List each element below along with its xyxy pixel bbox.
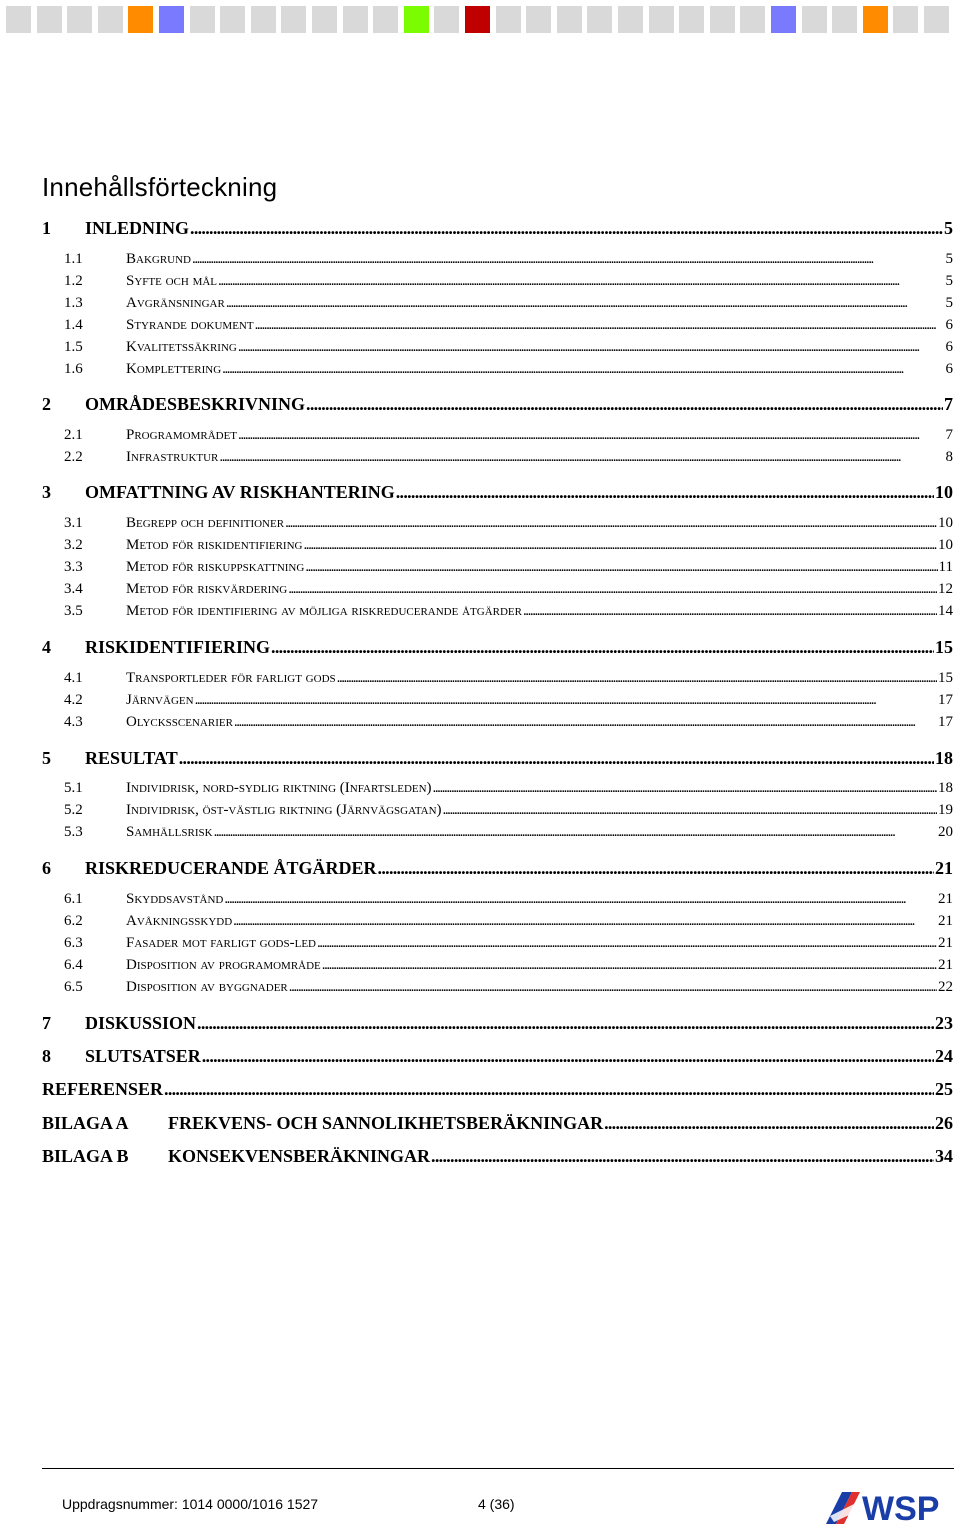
toc-dot-leader [255,317,945,334]
toc-dot-leader [378,858,934,879]
toc-entry-number: 1.6 [64,361,126,378]
toc-entry-page: 19 [938,802,953,818]
toc-entry-title: Metod för riskvärdering [126,581,288,597]
toc-entry-page: 10 [935,482,953,502]
toc-entry-number: 3 [42,482,85,503]
toc-entry[interactable] [42,692,953,709]
toc-entry-number: 6.2 [64,913,126,930]
toc-entry[interactable] [42,295,953,312]
toc-entry-page: 21 [938,891,953,907]
toc-entry-title: OMRÅDESBESKRIVNING [85,394,306,414]
toc-entry[interactable] [42,251,953,268]
toc-dot-leader [433,780,937,797]
toc-entry[interactable] [42,273,953,290]
toc-dot-leader [317,935,937,952]
strip-square [312,6,337,33]
toc-entry-number: 6.4 [64,957,126,974]
toc-entry-page: 18 [938,780,953,796]
toc-entry-title: Metod för riskuppskattning [126,559,305,575]
toc-entry[interactable] [42,670,953,687]
toc-entry[interactable] [42,394,953,415]
toc-entry-number: 6.5 [64,979,126,996]
toc-entry[interactable] [42,748,953,769]
toc-entry-page: 25 [935,1079,953,1099]
toc-title: Innehållsförteckning [42,172,278,202]
toc-dot-leader [218,273,944,290]
strip-square [893,6,918,33]
toc-entry[interactable] [42,218,953,239]
toc-dot-leader [306,394,943,415]
toc-entry-title: RISKIDENTIFIERING [85,637,271,657]
toc-entry-page: 18 [935,748,953,768]
strip-square [649,6,674,33]
strip-square [434,6,459,33]
strip-square [740,6,765,33]
strip-square [587,6,612,33]
toc-dot-leader [192,251,944,268]
toc-dot-leader [305,559,937,576]
toc-entry-page: 7 [945,427,953,443]
toc-dot-leader [219,449,944,466]
toc-entry-number: 1 [42,218,85,239]
footer-divider [42,1468,954,1469]
toc-entry-title: Individrisk, nord-sydlig riktning (Infartsleden) [126,780,432,796]
toc-dot-leader [202,1046,934,1067]
toc-entry[interactable] [42,957,953,974]
strip-square [128,6,153,33]
toc-dot-leader [195,692,937,709]
toc-dot-leader [337,670,937,687]
toc-entry-number: BILAGA B [42,1146,168,1167]
strip-square [37,6,62,33]
toc-entry-number: 3.2 [64,537,126,554]
strip-square [679,6,704,33]
toc-dot-leader [604,1113,934,1134]
toc-entry-page: 21 [938,957,953,973]
toc-entry[interactable] [42,858,953,879]
toc-entry-number: 3.3 [64,559,126,576]
strip-square [496,6,521,33]
toc-entry-number: 3.1 [64,515,126,532]
toc-entry-title: DISKUSSION [85,1013,197,1033]
toc-entry-title: Transportleder för farligt gods [126,670,336,686]
toc-entry[interactable] [42,1113,953,1134]
toc-entry-title: Programområdet [126,427,238,443]
toc-entry-number: 1.4 [64,317,126,334]
toc-entry-title: Disposition av programområde [126,957,321,973]
toc-entry-title: RISKREDUCERANDE ÅTGÄRDER [85,858,377,878]
toc-entry[interactable] [42,1079,953,1100]
toc-entry[interactable] [42,935,953,952]
strip-square [373,6,398,33]
toc-entry-number: 2.1 [64,427,126,444]
toc-entry-title: Järnvägen [126,692,194,708]
toc-entry-page: 10 [938,515,953,531]
strip-square [67,6,92,33]
strip-square [343,6,368,33]
toc-entry-title: Infrastruktur [126,449,219,465]
strip-square [98,6,123,33]
toc-entry-page: 7 [944,394,953,414]
toc-dot-leader [285,515,937,532]
toc-entry-number: 5.3 [64,824,126,841]
toc-dot-leader [238,427,944,444]
toc-entry-number: 6 [42,858,85,879]
toc-entry-number: BILAGA A [42,1113,168,1134]
toc-dot-leader [224,891,937,908]
toc-dot-leader [443,802,937,819]
toc-dot-leader [523,603,937,620]
toc-entry-page: 12 [938,581,953,597]
toc-entry[interactable] [42,427,953,444]
toc-entry-title: Disposition av byggnader [126,979,288,995]
toc-entry[interactable] [42,515,953,532]
toc-entry-title: Avgränsningar [126,295,225,311]
toc-entry-number: 6.3 [64,935,126,952]
toc-entry[interactable] [42,637,953,658]
toc-entry-title: RESULTAT [85,748,178,768]
toc-dot-leader [222,361,944,378]
toc-entry-title: Metod för riskidentifiering [126,537,303,553]
wsp-logo-text: WSP [862,1490,940,1528]
toc-entry-title: Begrepp och definitioner [126,515,285,531]
toc-entry-page: 24 [935,1046,953,1066]
toc-entry-number: 1.3 [64,295,126,312]
toc-entry-number: 4.3 [64,714,126,731]
toc-entry-page: 34 [935,1146,953,1166]
toc-entry-number: 8 [42,1046,85,1067]
toc-entry-page: 5 [945,273,953,289]
toc-entry-page: 26 [935,1113,953,1133]
toc-entry-page: 6 [945,361,953,377]
wsp-logo [824,1482,956,1528]
toc-entry[interactable] [42,559,953,576]
toc-entry-title: Syfte och mål [126,273,218,289]
strip-square [6,6,31,33]
toc-entry[interactable] [42,891,953,908]
strip-square [771,6,796,33]
toc-entry-page: 21 [938,913,953,929]
toc-entry-page: 15 [935,637,953,657]
toc-entry-page: 6 [945,317,953,333]
toc-entry-title: Bakgrund [126,251,192,267]
toc-dot-leader [233,913,937,930]
toc-entry-page: 8 [945,449,953,465]
toc-dot-leader [288,581,937,598]
toc-dot-leader [271,637,934,658]
toc-entry[interactable] [42,824,953,841]
toc-entry[interactable] [42,1146,953,1167]
toc-entry-page: 21 [938,935,953,951]
strip-square [465,6,490,33]
toc-entry[interactable] [42,581,953,598]
toc-entry-title: Styrande dokument [126,317,254,333]
toc-dot-leader [190,218,943,239]
toc-entry[interactable] [42,714,953,731]
toc-entry-title: Avåkningsskydd [126,913,233,929]
toc-dot-leader [238,339,945,356]
strip-square [281,6,306,33]
strip-square [802,6,827,33]
strip-square [159,6,184,33]
toc-entry-number: 1.5 [64,339,126,356]
toc-dot-leader [431,1146,934,1167]
toc-entry-page: 21 [935,858,953,878]
toc-entry-number: 7 [42,1013,85,1034]
toc-entry-title: Fasader mot farligt gods-led [126,935,316,951]
wsp-emblem-icon [826,1492,860,1524]
toc-entry-title: Samhällsrisk [126,824,213,840]
strip-square [190,6,215,33]
toc-entry-page: 23 [935,1013,953,1033]
toc-dot-leader [303,537,937,554]
toc-entry-page: 14 [938,603,953,619]
toc-entry-number: 3.5 [64,603,126,620]
toc-entry-page: 10 [938,537,953,553]
toc-entry-number: 4.2 [64,692,126,709]
toc-dot-leader [197,1013,934,1034]
toc-entry-title: Metod för identifiering av möjliga riskreducerande åtgärder [126,603,522,619]
strip-square [220,6,245,33]
toc-entry-page: 11 [938,559,953,575]
strip-square [404,6,429,33]
toc-entry-title: KONSEKVENSBERÄKNINGAR [168,1146,431,1166]
toc-entry-title: Kvalitetssäkring [126,339,237,355]
toc-entry[interactable] [42,317,953,334]
top-color-strip [0,0,960,38]
toc-entry[interactable] [42,802,953,819]
toc-dot-leader [289,979,937,996]
page-number: 4 (36) [478,1496,515,1512]
toc-entry[interactable] [42,339,953,356]
toc-entry-page: 5 [944,218,953,238]
toc-entry-title: Olycksscenarier [126,714,233,730]
toc-entry[interactable] [42,603,953,620]
assignment-number: Uppdragsnummer: 1014 0000/1016 1527 [62,1496,319,1512]
toc-entry-number: 2.2 [64,449,126,466]
toc-entry-number: 4 [42,637,85,658]
toc-dot-leader [214,824,937,841]
toc-entry[interactable] [42,913,953,930]
toc-dot-leader [396,482,934,503]
toc-entry-page: 6 [945,339,953,355]
toc-entry[interactable] [42,780,953,797]
toc-entry-number: 4.1 [64,670,126,687]
toc-entry-page: 5 [945,251,953,267]
toc-dot-leader [322,957,937,974]
strip-square [832,6,857,33]
toc-entry-title: REFERENSER [42,1079,164,1099]
toc-entry-number: 2 [42,394,85,415]
toc-dot-leader [234,714,937,731]
toc-entry[interactable] [42,482,953,503]
toc-entry-title: SLUTSATSER [85,1046,201,1066]
strip-square [924,6,949,33]
toc-entry-title: Skyddsavstånd [126,891,224,907]
toc-entry-page: 15 [938,670,953,686]
toc-entry-page: 20 [938,824,953,840]
toc-entry-title: FREKVENS- OCH SANNOLIKHETSBERÄKNINGAR [168,1113,604,1133]
toc-entry[interactable] [42,449,953,466]
strip-square [710,6,735,33]
toc-entry-number: 6.1 [64,891,126,908]
toc-entry-title: Individrisk, öst-västlig riktning (Järnvägsgatan) [126,802,442,818]
toc-entry-number: 5.1 [64,780,126,797]
toc-entry[interactable] [42,361,953,378]
toc-entry[interactable] [42,979,953,996]
toc-entry-number: 3.4 [64,581,126,598]
strip-square [557,6,582,33]
toc-entry-page: 22 [938,979,953,995]
toc-entry-title: INLEDNING [85,218,190,238]
toc-dot-leader [164,1079,934,1100]
toc-entry[interactable] [42,537,953,554]
toc-entry-page: 17 [938,714,953,730]
toc-entry-number: 5.2 [64,802,126,819]
toc-entry-number: 1.1 [64,251,126,268]
toc-entry-title: OMFATTNING AV RISKHANTERING [85,482,395,502]
toc-dot-leader [226,295,945,312]
toc-entry-page: 17 [938,692,953,708]
strip-square [618,6,643,33]
toc-entry-title: Komplettering [126,361,222,377]
toc-entry[interactable] [42,1013,953,1034]
toc-dot-leader [179,748,934,769]
strip-square [863,6,888,33]
toc-entry-page: 5 [945,295,953,311]
strip-square [526,6,551,33]
toc-entry[interactable] [42,1046,953,1067]
toc-entry-number: 5 [42,748,85,769]
toc-entry-number: 1.2 [64,273,126,290]
strip-square [251,6,276,33]
